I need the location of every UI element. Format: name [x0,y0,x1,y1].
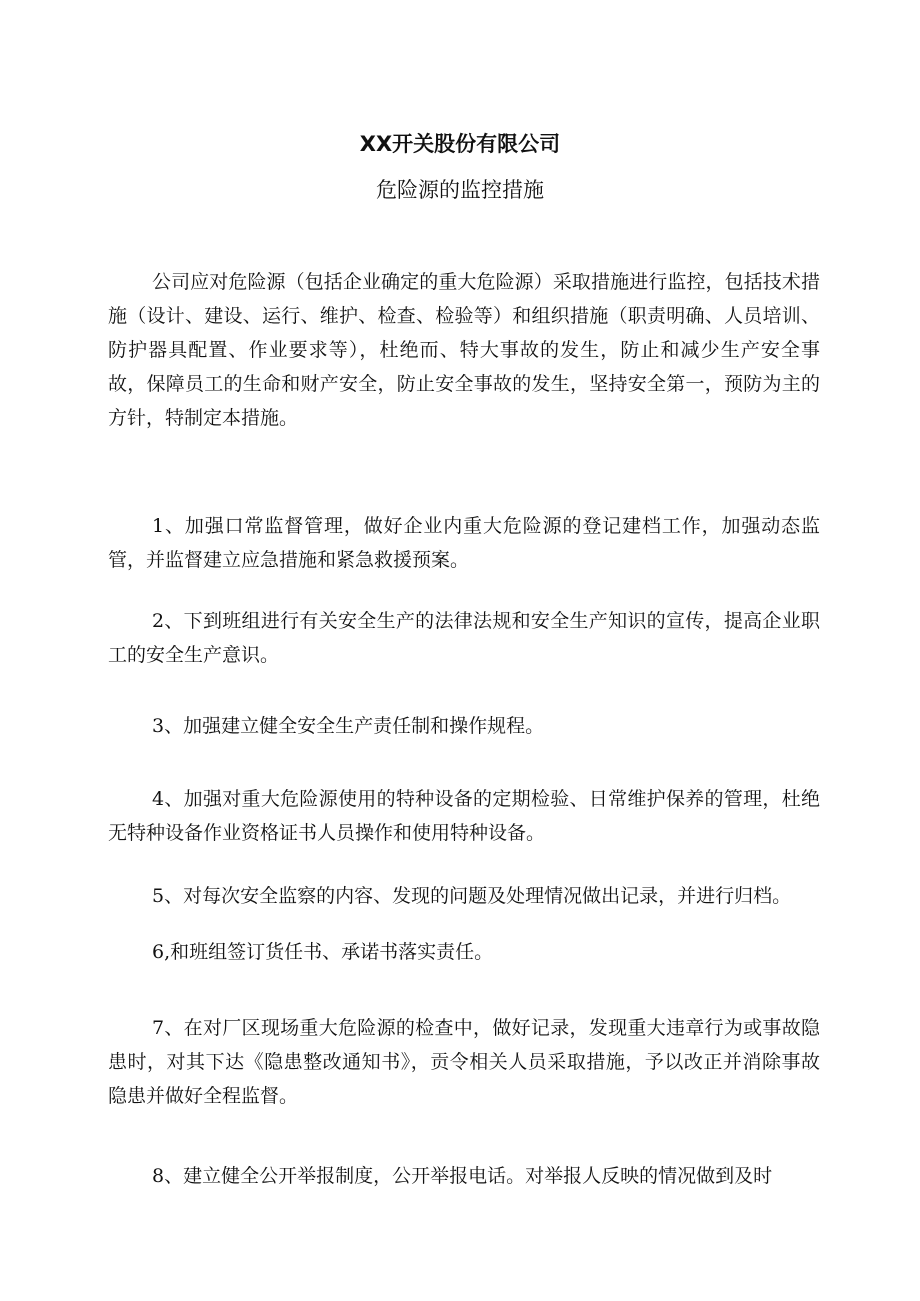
measure-paragraph-3: 3、加强建立健全安全生产责任制和操作规程。 [152,715,545,737]
measure-paragraph-7: 7、在对厂区现场重大危险源的检查中，做好记录，发现重大违章行为或事故隐患时，对其下达《隐患整改通知书》，贡令相关人员采取措施，予以改正并消除事故隐患并做好全程监督。 [108,1017,820,1107]
intro-paragraph: 公司应对危险源（包括企业确定的重大危险源）采取措施进行监控，包括技术措施（设计、建设、运行、维护、检查、检验等）和组织措施（职责明确、人员培训、防护器具配置、作业要求等），杜绝而、特大事故的发生，防止和减少生产安全事故，保障员工的生命和财产安全，防止安全事故的发生，坚持安全第一，预防为主的方针，特制定本措施。 [108,271,820,429]
measure-paragraph-4: 4、加强对重大危险源使用的特种设备的定期检验、日常维护保养的管理，杜绝无特种设备作业资格证书人员操作和使用特种设备。 [108,788,820,844]
document-subtitle: 危险源的监控措施 [376,178,544,202]
measure-paragraph-8: 8、建立健全公开举报制度，公开举报电话。对举报人反映的情况做到及时 [152,1165,773,1187]
measure-paragraph-6: 6,和班组签订货任书、承诺书落实责任。 [152,941,494,963]
measure-paragraph-2: 2、下到班组进行有关安全生产的法律法规和安全生产知识的宣传，提高企业职工的安全生产意识。 [108,610,820,666]
document-title: XX开关股份有限公司 [359,132,561,156]
measure-paragraph-5: 5、对每次安全监察的内容、发现的问题及处理情况做出记录，并进行归档。 [152,885,792,907]
measure-paragraph-1: 1、加强口常监督管理，做好企业内重大危险源的登记建档工作，加强动态监管，并监督建立应急措施和紧急救援预案。 [108,515,820,571]
